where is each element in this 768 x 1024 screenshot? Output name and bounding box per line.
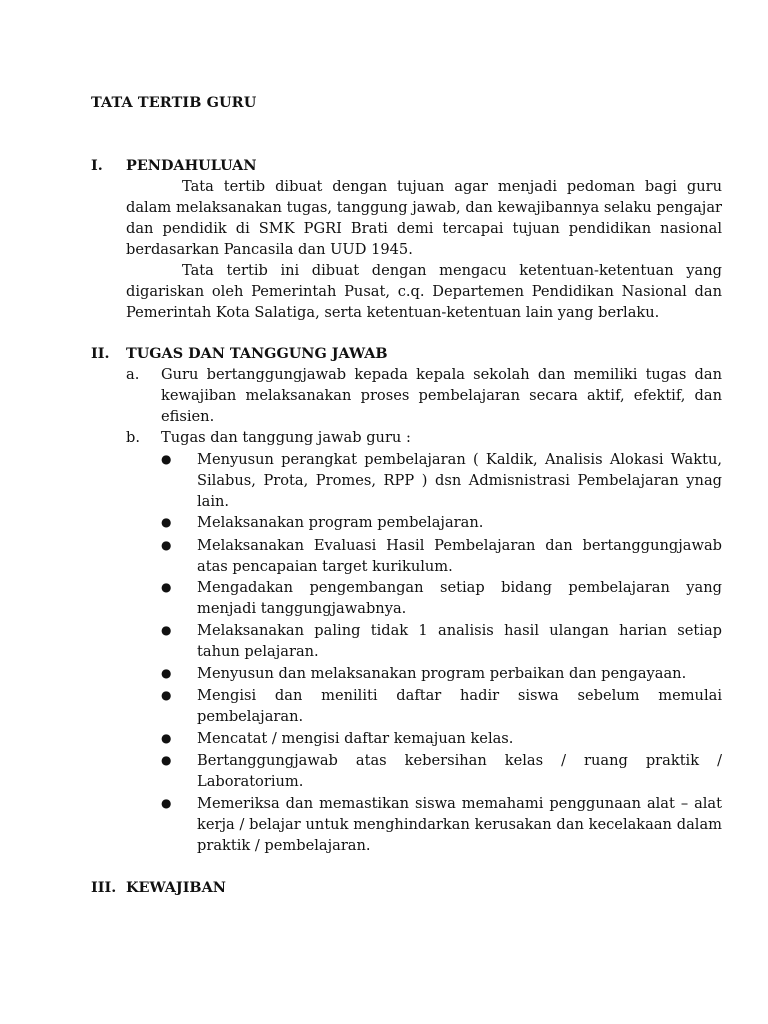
bullet-icon: ● — [161, 666, 172, 680]
bullet-item — [161, 728, 722, 749]
section-title: TUGAS DAN TANGGUNG JAWAB — [126, 345, 388, 362]
section-title: KEWAJIBAN — [126, 879, 226, 896]
bullet-text: Bertanggungjawab atas kebersihan kelas / ruang praktik / Laboratorium. — [197, 752, 722, 790]
bullet-item — [161, 750, 722, 792]
bullet-text: Mengadakan pengembangan setiap bidang pembelajaran yang menjadi tanggungjawabnya. — [197, 579, 722, 617]
bullet-item — [161, 449, 722, 512]
bullet-text: Memeriksa dan memastikan siswa memahami penggunaan alat – alat kerja / belajar untuk menghindarkan kerusakan dan kecelakaan dalam praktik / pembelajaran. — [197, 795, 722, 854]
bullet-text: Melaksanakan Evaluasi Hasil Pembelajaran dan bertanggungjawab atas pencapaian target kurikulum. — [197, 537, 722, 575]
bullet-text: Melaksanakan paling tidak 1 analisis hasil ulangan harian setiap tahun pelajaran. — [197, 622, 722, 660]
list-item — [126, 427, 722, 448]
bullet-icon: ● — [161, 688, 172, 702]
bullet-item — [161, 577, 722, 619]
bullet-text: Melaksanakan program pembelajaran. — [197, 514, 484, 531]
section-heading-1 — [91, 155, 257, 176]
bullet-text: Menyusun perangkat pembelajaran ( Kaldik, Analisis Alokasi Waktu, Silabus, Prota, Promes, RPP ) dsn Admisnistrasi Pembelajaran ynag lain. — [197, 451, 722, 510]
bullet-text: Mencatat / mengisi daftar kemajuan kelas. — [197, 730, 514, 747]
bullet-item — [161, 512, 722, 533]
list-item-text: Tugas dan tanggung jawab guru : — [161, 429, 411, 446]
section-heading-3 — [91, 877, 226, 898]
section-number: I. — [91, 157, 103, 174]
bullet-icon: ● — [161, 515, 172, 529]
bullet-item — [161, 663, 722, 684]
bullet-icon: ● — [161, 623, 172, 637]
section-number: III. — [91, 879, 117, 896]
bullet-item — [161, 535, 722, 577]
section-number: II. — [91, 345, 110, 362]
paragraph: Tata tertib dibuat dengan tujuan agar menjadi pedoman bagi guru dalam melaksanakan tugas, tanggung jawab, dan kewajibannya selaku pengajar dan pendidik di SMK PGRI Brati demi tercapai tujuan pendidikan nasional berdasarkan Pancasila dan UUD 1945. — [126, 178, 722, 258]
list-item-text: Guru bertanggungjawab kepada kepala sekolah dan memiliki tugas dan kewajiban melaksanakan proses pembelajaran secara aktif, efektif, dan efisien. — [161, 366, 722, 425]
list-item-label: b. — [126, 429, 140, 446]
list-item — [126, 364, 722, 427]
bullet-text: Mengisi dan meniliti daftar hadir siswa sebelum memulai pembelajaran. — [197, 687, 722, 725]
document-title: TATA TERTIB GURU — [91, 94, 257, 111]
bullet-item — [161, 793, 722, 856]
bullet-icon: ● — [161, 796, 172, 810]
paragraph: Tata tertib ini dibuat dengan mengacu ketentuan-ketentuan yang digariskan oleh Pemerintah Pusat, c.q. Departemen Pendidikan Nasional dan Pemerintah Kota Salatiga, serta ketentuan-ketentuan lain yang berlaku. — [126, 262, 722, 321]
bullet-icon: ● — [161, 580, 172, 594]
bullet-item — [161, 620, 722, 662]
list-item-label: a. — [126, 366, 140, 383]
bullet-icon: ● — [161, 753, 172, 767]
bullet-item — [161, 685, 722, 727]
section-title: PENDAHULUAN — [126, 157, 257, 174]
section-heading-2 — [91, 343, 388, 364]
bullet-icon: ● — [161, 731, 172, 745]
bullet-icon: ● — [161, 538, 172, 552]
bullet-icon: ● — [161, 452, 172, 466]
bullet-text: Menyusun dan melaksanakan program perbaikan dan pengayaan. — [197, 665, 687, 682]
